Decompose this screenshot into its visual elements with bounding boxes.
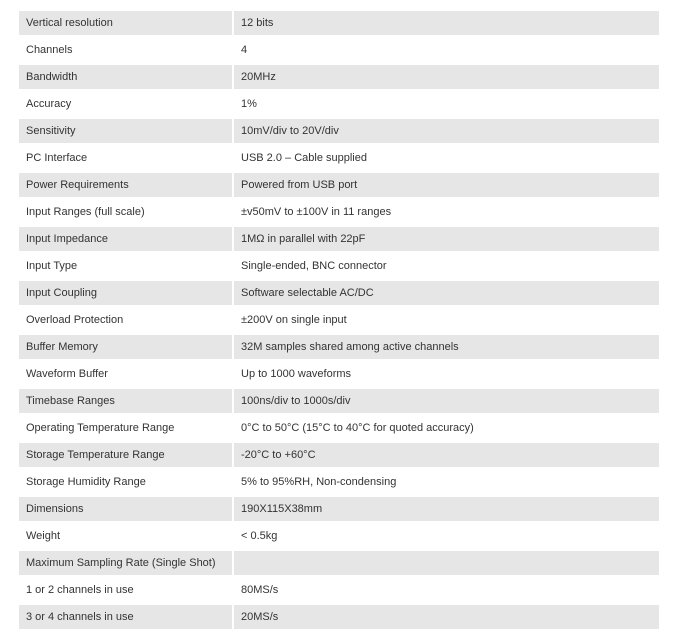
- spec-row-storage-humidity: [19, 470, 659, 494]
- spec-row-timebase-ranges: [19, 389, 659, 413]
- spec-row-bandwidth: [19, 65, 659, 89]
- spec-value: 190X115X38mm: [232, 497, 659, 521]
- spec-label: Overload Protection: [19, 308, 232, 332]
- spec-value: 10mV/div to 20V/div: [232, 119, 659, 143]
- spec-value: 80MS/s: [232, 578, 659, 602]
- spec-row-input-coupling: [19, 281, 659, 305]
- spec-value: [232, 551, 659, 575]
- spec-row-weight: [19, 524, 659, 548]
- spec-label: Power Requirements: [19, 173, 232, 197]
- spec-value: 5% to 95%RH, Non-condensing: [232, 470, 659, 494]
- spec-value: 1%: [232, 92, 659, 116]
- spec-label: Storage Humidity Range: [19, 470, 232, 494]
- spec-label: Weight: [19, 524, 232, 548]
- spec-row-power-requirements: [19, 173, 659, 197]
- spec-label: Sensitivity: [19, 119, 232, 143]
- spec-label: Waveform Buffer: [19, 362, 232, 386]
- spec-row-input-ranges: [19, 200, 659, 224]
- spec-row-sampling-1-2-channels: [19, 578, 659, 602]
- spec-row-pc-interface: [19, 146, 659, 170]
- spec-value: USB 2.0 – Cable supplied: [232, 146, 659, 170]
- spec-label: Bandwidth: [19, 65, 232, 89]
- spec-value: 100ns/div to 1000s/div: [232, 389, 659, 413]
- spec-row-channels: [19, 38, 659, 62]
- spec-value: 20MHz: [232, 65, 659, 89]
- spec-label: Storage Temperature Range: [19, 443, 232, 467]
- spec-label: Timebase Ranges: [19, 389, 232, 413]
- spec-label: Maximum Sampling Rate (Single Shot): [19, 551, 232, 575]
- spec-row-max-sampling-rate-header: [19, 551, 659, 575]
- spec-value: ±v50mV to ±100V in 11 ranges: [232, 200, 659, 224]
- specifications-table: [19, 8, 659, 632]
- spec-label: Input Impedance: [19, 227, 232, 251]
- spec-label: 3 or 4 channels in use: [19, 605, 232, 629]
- spec-value: 32M samples shared among active channels: [232, 335, 659, 359]
- spec-value: -20°C to +60°C: [232, 443, 659, 467]
- spec-label: Input Coupling: [19, 281, 232, 305]
- spec-label: Input Type: [19, 254, 232, 278]
- spec-row-dimensions: [19, 497, 659, 521]
- spec-label: Operating Temperature Range: [19, 416, 232, 440]
- spec-value: Powered from USB port: [232, 173, 659, 197]
- spec-value: 20MS/s: [232, 605, 659, 629]
- spec-row-waveform-buffer: [19, 362, 659, 386]
- spec-row-storage-temperature: [19, 443, 659, 467]
- spec-label: Buffer Memory: [19, 335, 232, 359]
- spec-value: 1MΩ in parallel with 22pF: [232, 227, 659, 251]
- spec-label: Dimensions: [19, 497, 232, 521]
- spec-label: Accuracy: [19, 92, 232, 116]
- spec-label: Vertical resolution: [19, 11, 232, 35]
- spec-value: Single-ended, BNC connector: [232, 254, 659, 278]
- spec-row-overload-protection: [19, 308, 659, 332]
- spec-value: < 0.5kg: [232, 524, 659, 548]
- spec-row-sensitivity: [19, 119, 659, 143]
- spec-label: Channels: [19, 38, 232, 62]
- spec-label: PC Interface: [19, 146, 232, 170]
- spec-label: 1 or 2 channels in use: [19, 578, 232, 602]
- specifications-table-body: [19, 11, 659, 629]
- spec-value: ±200V on single input: [232, 308, 659, 332]
- spec-row-input-type: [19, 254, 659, 278]
- spec-row-sampling-3-4-channels: [19, 605, 659, 629]
- spec-row-accuracy: [19, 92, 659, 116]
- spec-label: Input Ranges (full scale): [19, 200, 232, 224]
- spec-value: 4: [232, 38, 659, 62]
- spec-row-input-impedance: [19, 227, 659, 251]
- spec-value: Up to 1000 waveforms: [232, 362, 659, 386]
- spec-value: Software selectable AC/DC: [232, 281, 659, 305]
- spec-row-buffer-memory: [19, 335, 659, 359]
- spec-row-vertical-resolution: [19, 11, 659, 35]
- spec-value: 12 bits: [232, 11, 659, 35]
- spec-row-operating-temperature: [19, 416, 659, 440]
- spec-value: 0°C to 50°C (15°C to 40°C for quoted accuracy): [232, 416, 659, 440]
